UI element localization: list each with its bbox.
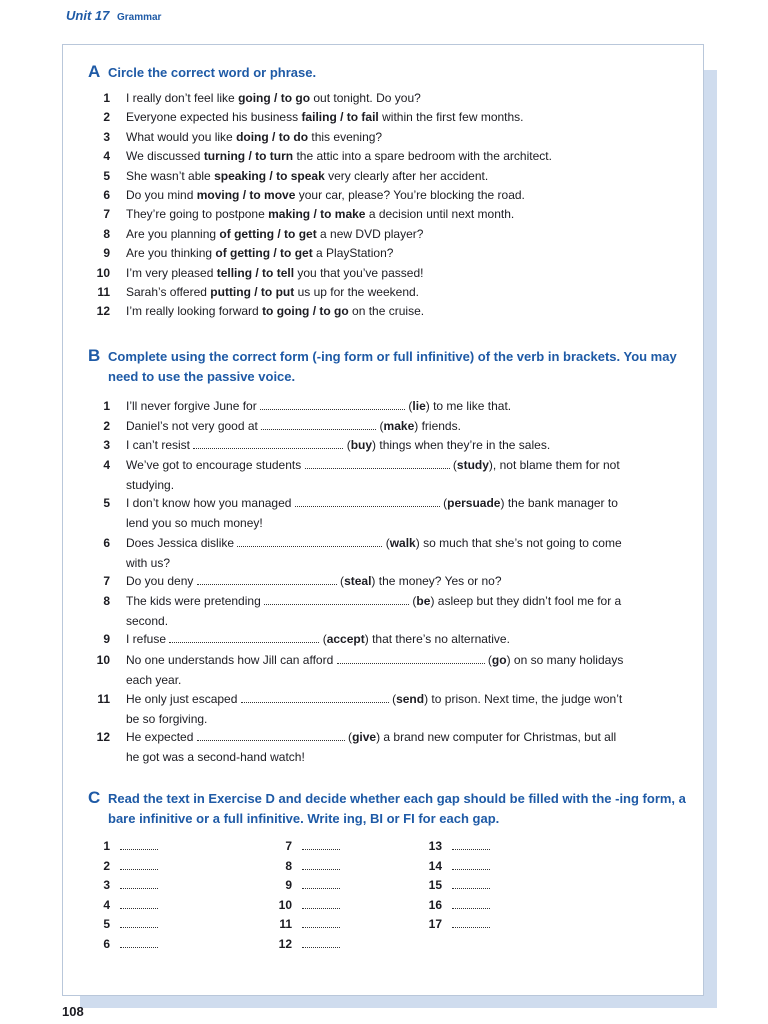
gap-answer-item [90,914,158,934]
gap-answer-item [90,895,158,915]
answer-blank[interactable] [337,652,485,664]
verb-prompt: go [491,653,507,667]
text-after: the money? Yes or no? [375,574,502,588]
text-before: He only just escaped [126,692,241,706]
gap-answer-item [272,895,340,915]
item-text: I can’t resist (buy) things when they’re in the sales. [126,438,551,452]
item-text: I don’t know how you managed (persuade) the bank manager to lend you so much money! [126,496,618,530]
text-after: us up for the weekend. [294,285,419,299]
text-continuation: he got was a second-hand watch! [126,750,305,764]
text-after: friends. [418,419,461,433]
exercise-a-item [88,146,668,166]
gap-answer-blank[interactable] [302,858,340,870]
item-number: 4 [103,149,110,164]
verb-prompt: be [416,594,431,608]
section-letter: B [88,346,101,365]
word-choice-options: putting / to put [210,285,295,299]
section-a-heading [88,62,316,83]
section-instruction: Circle the correct word or phrase. [108,65,317,80]
gap-answer-blank[interactable] [302,877,340,889]
item-number: 11 [97,285,110,299]
gap-answer-item [90,875,158,895]
gap-answer-blank[interactable] [120,916,158,928]
text-before: Are you thinking [126,246,216,261]
item-number: 4 [103,458,110,472]
gap-number: 13 [428,839,442,853]
text-before: I don’t know how you managed [126,496,295,510]
exercise-b-item [88,455,673,495]
gap-number: 6 [103,937,110,951]
text-before: I refuse [126,632,170,646]
gap-answer-item [422,836,490,856]
text-before: Do you mind [126,188,197,202]
text-after: so much that she’s not going to come [419,536,622,550]
text-before: Are you planning [126,226,220,241]
text-before: What would you like [126,129,237,144]
gap-answer-item [272,934,340,954]
exercise-a-item [88,224,668,244]
gap-number: 9 [285,878,292,893]
answer-blank[interactable] [237,535,382,547]
text-before: Sarah’s offered [126,285,211,299]
verb-prompt: buy [350,438,373,452]
unit-topic: Grammar [116,12,162,23]
answer-blank[interactable] [197,729,345,741]
text-before: I’ll never forgive June for [126,399,261,413]
text-before: Does Jessica dislike [126,536,238,550]
item-text [126,263,646,283]
gap-answer-item [90,934,158,954]
text-after: a new DVD player? [316,226,424,241]
item-number: 3 [103,438,110,452]
section-c-heading [88,788,686,829]
verb-prompt: walk [389,536,416,550]
answer-blank[interactable] [197,573,337,585]
gap-answer-item [272,875,340,895]
gap-answer-blank[interactable] [302,936,340,948]
item-text [126,282,646,302]
verb-prompt: make [383,419,415,433]
word-choice-options: making / to make [268,207,366,222]
unit-header [66,8,161,23]
gap-number: 2 [103,858,110,873]
text-before: Daniel’s not very good at [126,419,262,433]
exercise-b-item [88,650,673,690]
item-text: Does Jessica dislike (walk) so much that she’s not going to come with us? [126,536,622,570]
gap-answer-blank[interactable] [302,916,340,928]
word-choice-options: moving / to move [196,188,296,202]
item-text [126,185,646,205]
text-continuation: with us? [126,556,171,570]
text-before: Do you deny [126,574,197,588]
answer-blank[interactable] [305,457,450,469]
section-letter: C [88,788,101,807]
item-text [126,224,646,244]
text-continuation: studying. [126,478,175,492]
text-after: very clearly after her accident. [324,168,489,183]
item-number: 1 [103,399,110,413]
item-number: 5 [103,496,110,510]
gap-answer-item [272,856,340,876]
gap-number: 7 [285,839,292,853]
verb-prompt: study [456,458,489,472]
item-number: 3 [103,129,110,144]
text-continuation: lend you so much money! [126,516,263,530]
item-number: 12 [96,730,110,744]
text-after: a decision until next month. [365,207,515,222]
text-after: a PlayStation? [312,246,394,261]
word-choice-options: speaking / to speak [214,168,325,183]
gap-number: 15 [428,878,442,893]
exercise-b-item [88,629,673,649]
text-after: on so many holidays [510,653,624,667]
answer-blank[interactable] [264,593,409,605]
section-instruction: Complete using the correct form (-ing form or full infinitive) of the verb in brackets. You may [108,349,677,364]
verb-prompt: give [352,730,377,744]
page-number: 108 [62,1004,84,1019]
text-continuation: second. [126,614,169,628]
text-before: I can’t resist [126,438,194,452]
verb-prompt: persuade [447,496,501,510]
item-text [126,88,646,108]
item-text: I refuse (accept) that there’s no alternative. [126,632,510,646]
exercise-b-item [88,591,673,631]
text-after: your car, please? You’re blocking the road. [295,188,525,202]
section-instruction: Read the text in Exercise D and decide whether each gap should be filled with the -ing form, a [108,791,686,806]
item-number: 9 [103,632,110,646]
exercise-b-item [88,396,673,416]
section-instruction-cont: need to use the passive voice. [108,369,296,384]
item-number: 1 [103,91,110,105]
text-before: We discussed [126,149,204,164]
text-after: the bank manager to [504,496,618,510]
gap-answer-item [422,914,490,934]
exercise-a-item [88,166,668,186]
gap-answer-blank[interactable] [452,897,490,909]
item-number: 10 [96,653,110,667]
item-number: 6 [103,188,110,202]
word-choice-options: to going / to go [262,304,349,319]
gap-number: 17 [428,917,442,932]
verb-prompt: accept [326,632,365,646]
exercise-a-item [88,107,668,127]
exercise-b-item [88,571,673,591]
exercise-a-item [88,282,668,302]
text-after: that there’s no alternative. [368,632,510,646]
text-before: No one understands how Jill can afford [126,653,337,667]
gap-answer-blank[interactable] [452,838,490,850]
item-text [126,301,646,321]
gap-answer-blank[interactable] [120,877,158,889]
gap-number: 5 [103,917,110,932]
answer-blank[interactable] [260,398,405,410]
exercise-b-item [88,435,673,455]
item-text [126,166,646,186]
exercise-b-item [88,493,673,533]
item-text: Daniel’s not very good at (make) friends. [126,419,461,433]
exercise-a-item [88,243,668,263]
item-text [126,127,646,147]
item-text: We’ve got to encourage students (study), not blame them for not studying. [126,458,620,492]
gap-answer-blank[interactable] [120,897,158,909]
section-b-heading [88,346,677,387]
gap-number: 11 [279,917,292,932]
item-text: The kids were pretending (be) asleep but they didn’t fool me for a second. [126,594,622,628]
gap-answer-item [422,895,490,915]
gap-number: 12 [278,937,292,951]
answer-blank[interactable] [193,437,343,449]
item-number: 2 [103,110,110,125]
text-after: things when they’re in the sales. [376,438,551,452]
text-before: I’m really looking forward [126,304,263,319]
text-after: to prison. Next time, the judge won’t [428,692,623,706]
text-before: I really don’t feel like [126,91,239,105]
gap-number: 16 [428,897,442,912]
gap-answer-item [90,856,158,876]
item-text [126,107,646,127]
item-number: 11 [97,692,110,706]
gap-answer-blank[interactable] [452,877,490,889]
item-text: He only just escaped (send) to prison. Next time, the judge won’t be so forgiving. [126,692,623,726]
text-before: She wasn’t able [126,168,215,183]
verb-prompt: send [396,692,425,706]
item-number: 8 [103,226,110,241]
unit-title: Unit 17 [66,8,110,23]
exercise-a-item [88,301,668,321]
text-before: I’m very pleased [126,265,217,280]
gap-answer-item [422,856,490,876]
gap-answer-blank[interactable] [452,858,490,870]
item-text [126,204,646,224]
exercise-b-item [88,416,673,436]
item-number: 7 [103,574,110,588]
word-choice-options: of getting / to get [219,226,317,241]
text-after: asleep but they didn’t fool me for a [434,594,622,608]
text-after: within the first few months. [378,110,524,125]
verb-prompt: lie [412,399,426,413]
gap-answer-blank[interactable] [120,936,158,948]
gap-answer-item [422,875,490,895]
text-continuation: be so forgiving. [126,712,208,726]
text-before: They’re going to postpone [126,207,269,222]
text-after: this evening? [308,129,383,144]
exercise-a-item [88,204,668,224]
item-number: 2 [103,419,110,433]
text-after: to me like that. [429,399,512,413]
text-after: , not blame them for not [492,458,620,472]
text-before: We’ve got to encourage students [126,458,305,472]
item-number: 5 [103,168,110,183]
text-after: a brand new computer for Christmas, but all [380,730,617,744]
exercise-a-item [88,88,668,108]
answer-blank[interactable] [295,495,440,507]
gap-number: 14 [428,858,442,873]
gap-answer-blank[interactable] [120,858,158,870]
gap-answer-item [272,914,340,934]
word-choice-options: doing / to do [236,129,309,144]
word-choice-options: turning / to turn [203,149,294,164]
word-choice-options: failing / to fail [301,110,379,125]
gap-number: 4 [103,897,110,912]
gap-answer-blank[interactable] [452,916,490,928]
text-after: on the cruise. [348,304,425,319]
exercise-b-item [88,689,673,729]
item-number: 6 [103,536,110,550]
text-continuation: each year. [126,673,182,687]
exercise-b-item [88,727,673,767]
item-number: 7 [103,207,110,222]
gap-number: 3 [103,878,110,893]
text-before: He expected [126,730,197,744]
answer-blank[interactable] [169,631,319,643]
item-text [126,243,646,263]
word-choice-options: going / to go [238,91,311,105]
word-choice-options: of getting / to get [215,246,313,261]
text-before: The kids were pretending [126,594,265,608]
item-number: 9 [103,246,110,261]
item-text [126,146,646,166]
answer-blank[interactable] [241,691,389,703]
gap-answer-blank[interactable] [120,838,158,850]
item-text: No one understands how Jill can afford (go) on so many holidays each year. [126,653,624,687]
item-text: I’ll never forgive June for (lie) to me like that. [126,399,512,413]
exercise-b-item [88,533,673,573]
section-letter: A [88,62,101,81]
section-instruction-cont: bare infinitive or a full infinitive. Write ing, BI or FI for each gap. [108,811,500,826]
text-after: out tonight. Do you? [310,91,421,105]
gap-number: 8 [285,858,292,873]
gap-number: 1 [103,839,110,853]
gap-answer-blank[interactable] [302,838,340,850]
item-text: He expected (give) a brand new computer for Christmas, but all he got was a second-hand watch! [126,730,617,764]
verb-prompt: steal [344,574,372,588]
text-after: the attic into a spare bedroom with the architect. [293,149,552,164]
item-number: 8 [103,594,110,608]
text-before: Everyone expected his business [126,110,302,125]
answer-blank[interactable] [261,418,376,430]
exercise-a-item [88,185,668,205]
gap-answer-item [272,836,340,856]
gap-answer-blank[interactable] [302,897,340,909]
item-number: 10 [96,265,110,280]
word-choice-options: telling / to tell [216,265,295,280]
item-text: Do you deny (steal) the money? Yes or no? [126,574,502,588]
exercise-a-item [88,263,668,283]
exercise-a-item [88,127,668,147]
text-after: you that you’ve passed! [294,265,424,280]
gap-answer-item [90,836,158,856]
item-number: 12 [96,304,110,319]
gap-number: 10 [278,897,292,912]
